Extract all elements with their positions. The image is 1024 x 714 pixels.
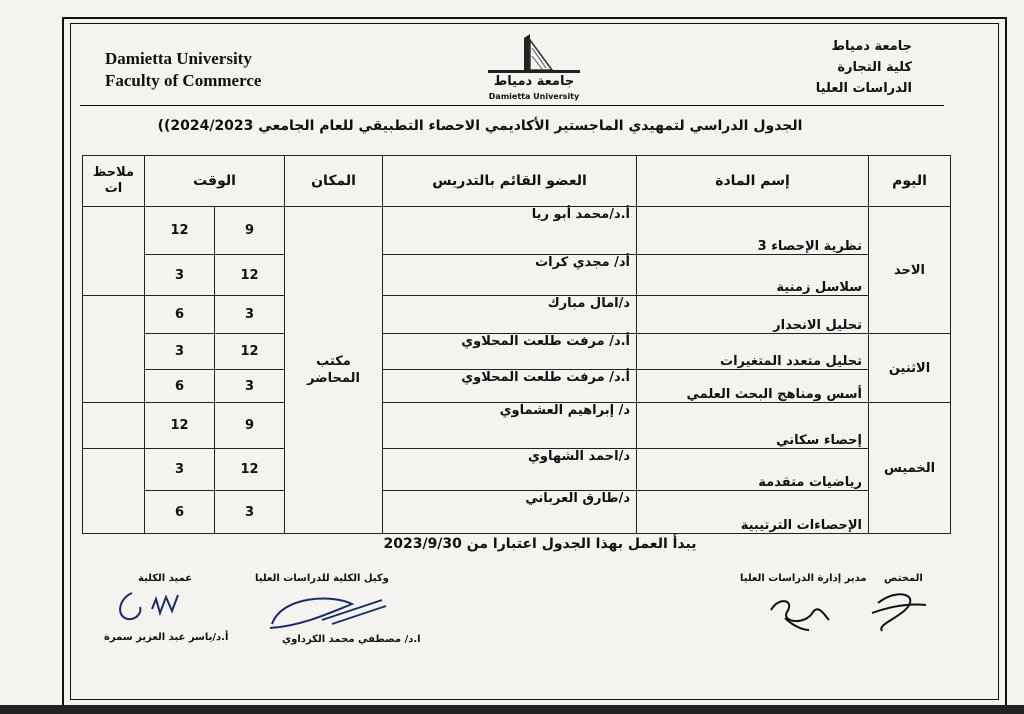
instructor-cell: أ.د/ مرفت طلعت المحلاوي (383, 334, 637, 370)
time-from-cell: 3 (215, 296, 285, 334)
dean-signature (112, 585, 202, 625)
time-to-cell: 6 (145, 491, 215, 534)
subject-cell: أسس ومناهج البحث العلمي (637, 370, 869, 403)
header-notes (83, 156, 145, 207)
university-name-en: Damietta University (105, 49, 252, 68)
time-from-cell: 12 (215, 449, 285, 491)
table-header-row (83, 156, 951, 207)
instructor-cell: د/طارق العرباني (383, 491, 637, 534)
time-to-cell: 3 (145, 449, 215, 491)
vice-dean-label: وكيل الكلية للدراسات العليا (255, 573, 389, 584)
time-to-cell: 6 (145, 370, 215, 403)
university-name-ar: جامعة دمياط (831, 39, 912, 54)
time-from-cell: 9 (215, 403, 285, 449)
specialist-signature (868, 585, 928, 635)
place-cell (285, 207, 383, 534)
subject-cell: نظرية الإحصاء 3 (637, 207, 869, 255)
department-name-ar: الدراسات العليا (815, 81, 912, 96)
instructor-cell: أد/ مجدي كرات (383, 255, 637, 296)
table-row (83, 491, 951, 534)
time-to-cell: 12 (145, 207, 215, 255)
table-row (83, 207, 951, 255)
header-place: المكان (285, 156, 383, 207)
logo-text-en: Damietta University (488, 92, 580, 101)
director-signature (765, 590, 835, 635)
time-to-cell: 6 (145, 296, 215, 334)
specialist-label: المختص (884, 573, 923, 584)
notes-cell (83, 296, 145, 403)
scan-edge-shadow (0, 705, 1024, 714)
time-from-cell: 12 (215, 334, 285, 370)
day-cell: الاثنين (869, 334, 951, 403)
header-day: اليوم (869, 156, 951, 207)
instructor-cell: د/ إبراهيم العشماوي (383, 403, 637, 449)
time-to-cell: 3 (145, 334, 215, 370)
dean-label: عميد الكلية (138, 573, 193, 584)
table-row (83, 370, 951, 403)
header-divider (80, 105, 944, 106)
subject-cell: تحليل متعدد المتغيرات (637, 334, 869, 370)
day-cell: الخميس (869, 403, 951, 534)
place-line1: مكتب (316, 354, 351, 369)
document-title: الجدول الدراسي لتمهيدي الماجستير الأكاديمي الاحصاء التطبيقي للعام الجامعي 2024/2023)) (157, 118, 803, 134)
table-row (83, 296, 951, 334)
time-from-cell: 12 (215, 255, 285, 296)
subject-cell: الإحصاءات الترتيبية (637, 491, 869, 534)
header-arabic (816, 36, 912, 99)
header-notes-line1: ملاحظ (92, 165, 135, 180)
notes-cell (83, 207, 145, 296)
time-to-cell: 3 (145, 255, 215, 296)
instructor-cell: د/احمد الشهاوي (383, 449, 637, 491)
vice-dean-signature (262, 590, 392, 635)
place-line2: المحاضر (307, 371, 360, 386)
header-time: الوقت (145, 156, 285, 207)
time-to-cell: 12 (145, 403, 215, 449)
subject-cell: رياضيات متقدمة (637, 449, 869, 491)
time-from-cell: 3 (215, 491, 285, 534)
vice-dean-name: ا.د/ مصطفي محمد الكرداوي (282, 634, 421, 645)
subject-cell: إحصاء سكاني (637, 403, 869, 449)
instructor-cell: د/امال مبارك (383, 296, 637, 334)
table-row (83, 449, 951, 491)
instructor-cell: أ.د/محمد أبو ريا (383, 207, 637, 255)
start-date-note: يبدأ العمل بهذا الجدول اعتبارا من 2023/9/30 (383, 536, 697, 552)
schedule-table (82, 155, 951, 534)
subject-cell: سلاسل زمنية (637, 255, 869, 296)
header-english (105, 48, 261, 92)
logo-text-ar: جامعة دمياط (493, 74, 575, 89)
table-row (83, 403, 951, 449)
subject-cell: تحليل الانحدار (637, 296, 869, 334)
notes-cell (83, 403, 145, 449)
header-instructor: العضو القائم بالتدريس (383, 156, 637, 207)
time-from-cell: 3 (215, 370, 285, 403)
day-cell: الاحد (869, 207, 951, 334)
director-label: مدير إدارة الدراسات العليا (740, 573, 867, 584)
header-notes-line2: ات (104, 181, 123, 196)
faculty-name-en: Faculty of Commerce (105, 71, 262, 90)
table-row (83, 334, 951, 370)
instructor-cell: أ.د/ مرفت طلعت المحلاوي (383, 370, 637, 403)
time-from-cell: 9 (215, 207, 285, 255)
header-subject: إسم المادة (637, 156, 869, 207)
notes-cell (83, 449, 145, 534)
table-row (83, 255, 951, 296)
faculty-name-ar: كلية التجارة (837, 60, 912, 75)
dean-name: أ.د/ياسر عبد العزيز سمرة (104, 632, 229, 643)
